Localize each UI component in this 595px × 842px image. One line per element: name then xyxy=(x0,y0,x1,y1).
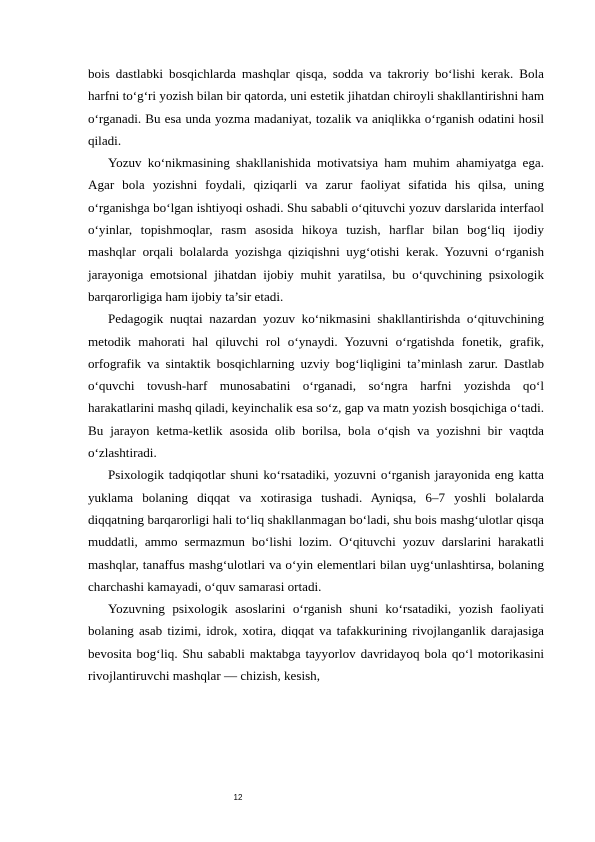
paragraph-5: Yozuvning psixologik asoslarini o‘rganish shuni ko‘rsatadiki, yozish faoliyati bolaning asab tizimi, idrok, xotira, diqqat va tafakkurining rivojlanganlik darajasiga bevosita bog‘liq. Shu sababli maktabga tayyorlov davridayoq bola qo‘l motorikasini rivojlantiruvchi mashqlar — chizish, kesish, xyxy=(88,601,544,684)
paragraph-1: bois dastlabki bosqichlarda mashqlar qisqa, sodda va takroriy bo‘lishi kerak. Bola harfni to‘g‘ri yozish bilan bir qatorda, uni estetik jihatdan chiroyli shakllantirishni ham o‘rganadi. Bu esa unda yozma madaniyat, tozalik va aniqlikka o‘rganish odatini hosil qiladi. xyxy=(88,66,544,148)
paragraph-4: Psixologik tadqiqotlar shuni ko‘rsatadiki, yozuvni o‘rganish jarayonida eng katta yuklama bolaning diqqat va xotirasiga tushadi. Ayniqsa, 6–7 yoshli bolalarda diqqatning barqarorligi hali to‘liq shakllanmagan bo‘ladi, shu bois mashg‘ulotlar qisqa muddatli, ammo sermazmun bo‘lishi lozim. O‘qituvchi yozuv darslarini harakatli mashqlar, tanaffus mashg‘ulotlari va o‘yin elementlari bilan uyg‘unlashtirsa, bolaning charchashi kamayadi, o‘quv samarasi ortadi. xyxy=(88,467,544,594)
paragraph-3: Pedagogik nuqtai nazardan yozuv ko‘nikmasini shakllantirishda o‘qituvchining metodik mahorati hal qiluvchi rol o‘ynaydi. Yozuvni o‘rgatishda fonetik, grafik, orfografik va sintaktik bosqichlarning uzviy bog‘liqligini ta’minlash zarur. Dastlab o‘quvchi tovush-harf munosabatini o‘rganadi, so‘ngra harfni yozishda qo‘l harakatlarini mashq qiladi, keyinchalik esa so‘z, gap va matn yozish bosqichiga o‘tadi. Bu jarayon ketma-ketlik asosida olib borilsa, bola o‘qish va yozishni bir vaqtda o‘zlashtiradi. xyxy=(88,311,544,461)
page-number: 12 xyxy=(233,793,243,802)
page-body xyxy=(88,63,544,687)
paragraph-2: Yozuv ko‘nikmasining shakllanishida motivatsiya ham muhim ahamiyatga ega. Agar bola yozishni foydali, qiziqarli va zarur faoliyat sifatida his qilsa, uning o‘rganishga bo‘lgan ishtiyoqi oshadi. Shu sababli o‘qituvchi yozuv darslarida interfaol o‘yinlar, topishmoqlar, rasm asosida hikoya tuzish, harflar bilan bog‘liq ijodiy mashqlar orqali bolalarda yozishga qiziqishni uyg‘otishi kerak. Yozuvni o‘rganish jarayoniga emotsional jihatdan ijobiy muhit yaratilsa, bu o‘quvchining psixologik barqarorligiga ham ijobiy ta’sir etadi. xyxy=(88,155,544,304)
